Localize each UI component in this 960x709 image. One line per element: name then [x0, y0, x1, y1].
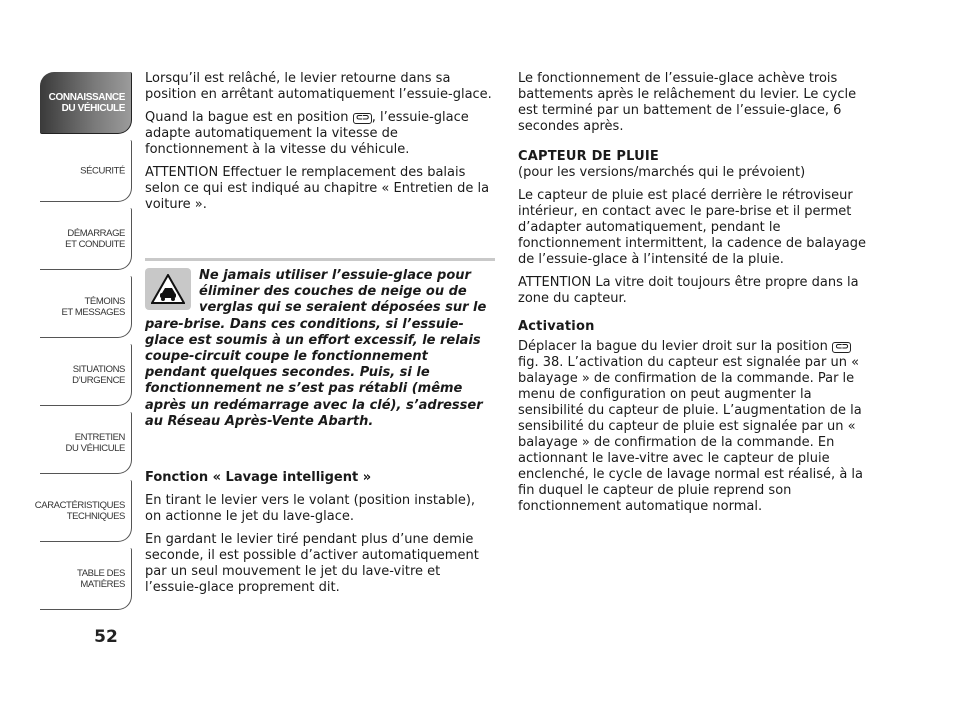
section-divider — [145, 258, 495, 261]
tab-connaissance-du-vehicule[interactable] — [40, 72, 132, 134]
paragraph: Le fonctionnement de l’essuie-glace achève trois battements après le relâchement du levier. Le cycle est terminé par un battement de l’essuie-glace, 6 secondes après. — [518, 71, 857, 134]
warning-box — [145, 268, 493, 430]
paragraph: Le capteur de pluie est placé derrière le rétroviseur intérieur, en contact avec le pare-brise et il permet d’adapter automatiquement, pendant le fonctionnement intermittent, la cadence de balayage de l’essuie-glace à l’intensité de la pluie. — [518, 188, 866, 267]
text-run: Déplacer la bague du levier droit sur la position — [518, 339, 832, 354]
paragraph: ATTENTION Effectuer le remplacement des balais selon ce qui est indiqué au chapitre « Entretien de la voiture ». — [145, 165, 490, 212]
lavage-intelligent-section — [145, 470, 493, 603]
section-heading: Activation — [518, 319, 595, 334]
paragraph: ATTENTION La vitre doit toujours être propre dans la zone du capteur. — [518, 275, 859, 306]
paragraph: En tirant le levier vers le volant (position instable), on actionne le jet du lave-glace. — [145, 493, 476, 524]
text-run: , l’essuie-glace adapte automatiquement la vitesse de fonctionnement à la vitesse du véhicule. — [145, 110, 469, 157]
tab-label: CARACTÉRISTIQUES TECHNIQUES — [34, 499, 125, 522]
tab-label: DÉMARRAGE ET CONDUITE — [65, 227, 125, 250]
tab-label: CONNAISSANCE DU VÉHICULE — [48, 91, 125, 114]
paragraph — [518, 339, 870, 515]
right-column — [518, 71, 870, 522]
section-heading: Fonction « Lavage intelligent » — [145, 470, 372, 485]
paragraph: En gardant le levier tiré pendant plus d’une demie seconde, il est possible d’activer automatiquement par un seul mouvement le jet du lave-vitre et l’essuie-glace proprement dit. — [145, 532, 479, 595]
section-heading: CAPTEUR DE PLUIE — [518, 149, 659, 164]
tab-temoins-et-messages[interactable] — [40, 276, 132, 338]
warning-text: Ne jamais utiliser l’essuie-glace pour éliminer des couches de neige ou de verglas qui se seraient déposées sur le pare-brise. Dans ces conditions, si l’essuie-glace est soumis à un effort excessif, le relais coupe-circuit coupe le fonctionnement pendant quelques secondes. Puis, si le fonctionnement ne s’est pas rétabli (même après un redémarrage avec la clé), s’adresser au Réseau Après-Vente Abarth. — [145, 268, 487, 429]
tab-label: TABLE DES MATIÈRES — [77, 567, 125, 590]
text-run: Quand la bague est en position — [145, 110, 353, 125]
tab-caracteristiques-techniques[interactable] — [34, 480, 132, 542]
tab-label: ENTRETIEN DU VÉHICULE — [65, 431, 125, 454]
tab-table-des-matieres[interactable] — [40, 548, 132, 610]
left-column — [145, 71, 493, 220]
tab-label: TÉMOINS ET MESSAGES — [61, 295, 125, 318]
capteur-section — [518, 149, 870, 181]
tab-situations-d-urgence[interactable] — [40, 344, 132, 406]
auto-position-symbol-icon: ⊂⊃ — [832, 342, 851, 353]
tab-securite[interactable] — [40, 140, 132, 202]
text-run: fig. 38. L’activation du capteur est signalée par un « balayage » de confirmation de la commande. Par le menu de configuration on peut augmenter la sensibilité du capteur de pluie. L’augmentation de la sensibilité du capteur de pluie est signalée par un « balayage » de confirmation de la commande. En actionnant le lave-vitre avec le capteur de pluie enclenché, le cycle de lavage normal est réalisé, à la fin duquel le capteur de pluie reprend son fonctionnement automatique normal. — [518, 355, 864, 514]
section-subheading: (pour les versions/marchés qui le prévoient) — [518, 165, 806, 180]
tab-label: SITUATIONS D’URGENCE — [72, 363, 125, 386]
auto-position-symbol-icon: ⊂⊃ — [353, 113, 372, 124]
page-number: 52 — [94, 627, 118, 647]
warning-triangle-car-icon — [145, 268, 191, 310]
paragraph — [145, 110, 493, 158]
tab-label: SÉCURITÉ — [80, 165, 125, 176]
paragraph: Lorsqu’il est relâché, le levier retourne dans sa position en arrêtant automatiquement l’essuie-glace. — [145, 71, 492, 102]
tab-entretien-du-vehicule[interactable] — [40, 412, 132, 474]
tab-demarrage-et-conduite[interactable] — [40, 208, 132, 270]
